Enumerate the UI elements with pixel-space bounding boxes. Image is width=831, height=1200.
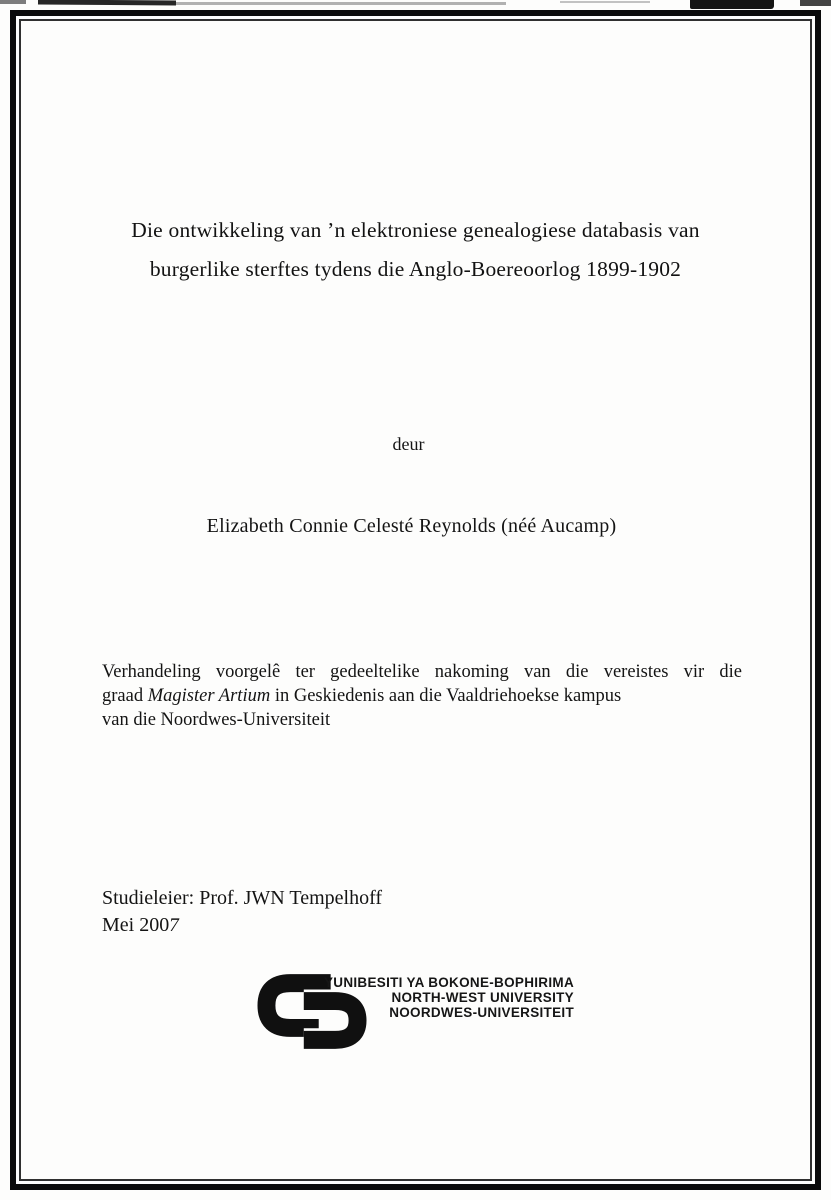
scan-artifact (38, 0, 176, 5)
scan-artifact (176, 2, 506, 5)
date-prefix: Mei 200 (102, 913, 170, 936)
submission-line3: van die Noordwes-Universiteit (102, 710, 331, 730)
byline-label: deur (392, 434, 425, 454)
scan-artifact (690, 0, 774, 9)
thesis-title-line2: burgerlike sterftes tydens die Anglo-Boereoorlog 1899-1902 (149, 257, 682, 281)
degree-name: Magister Artium (147, 686, 271, 706)
nwu-logo-text (324, 976, 574, 1021)
submission-line2-suffix: in Geskiedenis aan die Vaaldriehoekse kampus (270, 686, 622, 706)
submission-line1: Verhandeling voorgelê ter gedeeltelike nakoming van die vereistes vir die (102, 662, 742, 682)
scan-artifact (560, 1, 650, 3)
logo-line-english: NORTH-WEST UNIVERSITY (391, 989, 574, 1005)
thesis-title-line1: Die ontwikkeling van ’n elektroniese genealogiese databasis van (131, 218, 700, 242)
scan-artifact (0, 0, 26, 4)
supervisor-line: Studieleier: Prof. JWN Tempelhoff (102, 887, 383, 909)
logo-line-setswana: YUNIBESITI YA BOKONE-BOPHIRIMA (323, 975, 574, 990)
date-last-digit: 7 (167, 913, 181, 936)
submission-line2 (102, 684, 742, 708)
thesis-title (60, 211, 771, 289)
submission-statement (102, 660, 742, 732)
date-line (102, 912, 382, 939)
submission-line2-prefix: graad (102, 686, 148, 706)
scan-artifact (800, 0, 831, 6)
supervisor-block (102, 885, 382, 938)
author-name: Elizabeth Connie Celesté Reynolds (néé Aucamp) (206, 515, 617, 537)
logo-line-afrikaans: NOORDWES-UNIVERSITEIT (389, 1004, 574, 1020)
